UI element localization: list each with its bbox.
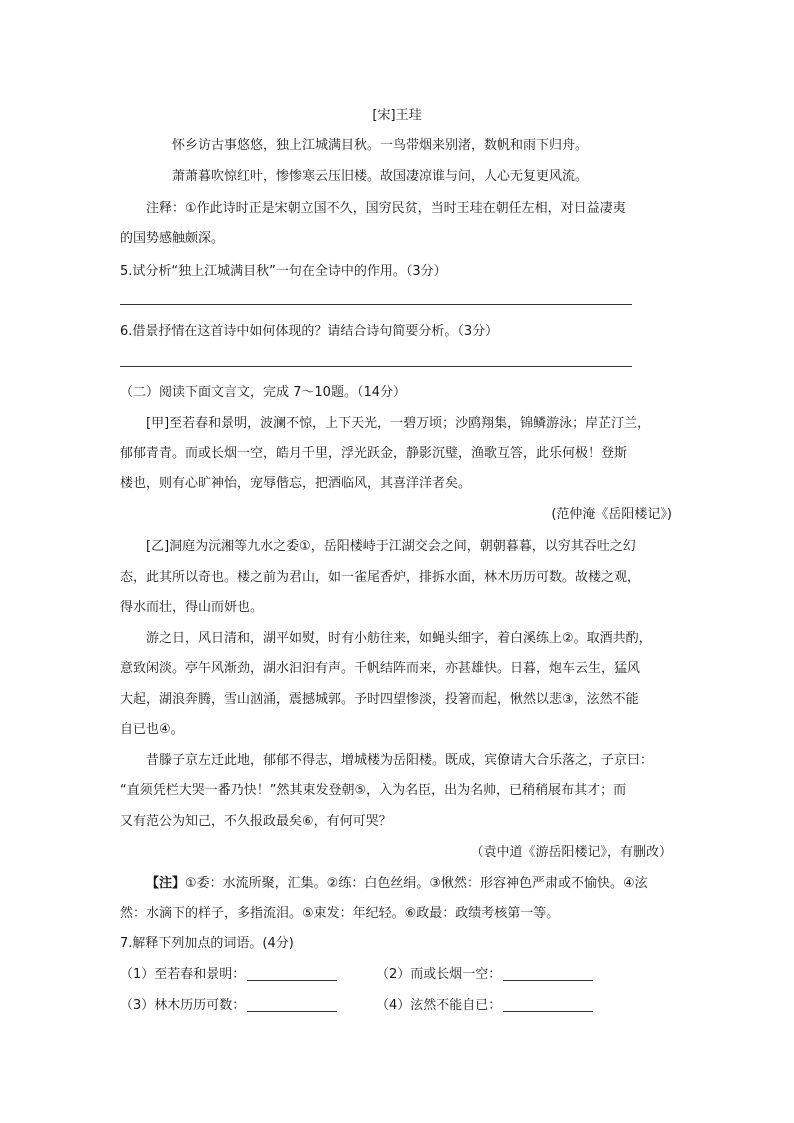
passage-yi-p2-line-2: 意致闲淡。亭午风渐劲，湖水汩汩有声。千帆结阵而来，亦甚雄快。日暮，炮车云生，猛风	[120, 661, 641, 676]
q7-item-1-label: （1）至若春和景明：	[120, 967, 246, 982]
footnotes-label: 【注】	[146, 876, 186, 891]
answer-line-q6[interactable]	[120, 366, 632, 367]
section-2-heading: （二）阅读下面文言文，完成 7～10题。（14分）	[120, 385, 406, 400]
poem-author: [宋]王珪	[372, 108, 422, 123]
passage-jia-source: (范仲淹《岳阳楼记》)	[551, 507, 672, 522]
poem-line-2: 萧萧暮吹惊红叶，惨惨寒云压旧楼。故国凄凉谁与问，人心无复更风流。	[172, 169, 589, 184]
passage-jia-line-3: 楼也，则有心旷神怡，宠辱偕忘，把酒临风，其喜洋洋者矣。	[120, 476, 472, 491]
question-5: 5.试分析“独上江城满目秋”一句在全诗中的作用。（3分）	[120, 264, 447, 279]
footnotes-line-1	[146, 874, 648, 894]
answer-line-q5[interactable]	[120, 304, 632, 305]
footnotes-line-2: 然：水滴下的样子，多指流泪。⑤束发：年纪轻。⑥政最：政绩考核第一等。	[120, 906, 560, 921]
q7-item-3	[120, 996, 337, 1016]
q7-item-2-blank[interactable]	[503, 966, 593, 981]
poem-note-line-2: 的国势感触颇深。	[120, 231, 225, 246]
passage-yi-p1-line-1: [乙]洞庭为沅湘等九水之委①，岳阳楼峙于江湖交会之间，朝朝暮暮，以穷其吞吐之幻	[146, 539, 636, 554]
q7-item-4	[376, 996, 593, 1016]
passage-yi-p3-line-3: 又有范公为知己，不久报政最矣⑥，有何可哭？	[120, 814, 392, 829]
q7-item-4-label: （4）泫然不能自已：	[376, 998, 502, 1013]
passage-jia-line-1: [甲]至若春和景明，波澜不惊，上下天光，一碧万顷；沙鸥翔集，锦鳞游泳；岸芷汀兰，	[146, 416, 651, 431]
poem-note-line-1: 注释：①作此诗时正是宋朝立国不久，国穷民贫，当时王珪在朝任左相，对日益凄夷	[146, 201, 626, 216]
question-6: 6.借景抒情在这首诗中如何体现的？请结合诗句简要分析。（3分）	[120, 324, 499, 339]
q7-item-3-label: （3）林木历历可数：	[120, 998, 246, 1013]
passage-jia-line-2: 郁郁青青。而或长烟一空，皓月千里，浮光跃金，静影沉璧，渔歌互答，此乐何极！登斯	[120, 446, 628, 461]
passage-yi-p2-line-4: 自已也④。	[120, 722, 184, 737]
passage-yi-p1-line-2: 态，此其所以奇也。楼之前为君山，如一雀尾香炉，排拆水面，林木历历可数。故楼之观，	[120, 570, 641, 585]
q7-item-4-blank[interactable]	[503, 997, 593, 1012]
passage-yi-p1-line-3: 得水而壮，得山而妍也。	[120, 600, 264, 615]
footnotes-text-1: ①委：水流所聚，汇集。②练：白色丝绢。③愀然：形容神色严肃或不愉快。④泫	[185, 876, 648, 891]
q7-item-2	[376, 965, 593, 985]
q7-item-1-blank[interactable]	[247, 966, 337, 981]
passage-yi-source: （袁中道《游岳阳楼记》，有删改）	[470, 845, 672, 860]
q7-item-3-blank[interactable]	[247, 997, 337, 1012]
poem-line-1: 怀乡访古事悠悠，独上江城满目秋。一鸟带烟来别渚，数帆和雨下归舟。	[172, 138, 589, 153]
q7-item-1	[120, 965, 337, 985]
passage-yi-p3-line-2: “直须凭栏大哭一番乃快！”然其束发登朝⑤，入为名臣，出为名帅，已稍稍展布其才；而	[120, 783, 627, 798]
passage-yi-p2-line-3: 大起，湖浪奔腾，雪山汹涌，震撼城郭。予时四望惨淡，投箸而起，愀然以悲③，泫然不能	[120, 692, 639, 707]
passage-yi-p3-line-1: 昔滕子京左迁此地，郁郁不得志，增城楼为岳阳楼。既成，宾僚请大合乐落之，子京曰：	[146, 753, 654, 768]
q7-item-2-label: （2）而或长烟一空：	[376, 967, 502, 982]
passage-yi-p2-line-1: 游之日，风日清和，湖平如熨，时有小舫往来，如蝇头细字，着白溪练上②。取酒共酌，	[146, 631, 652, 646]
question-7: 7.解释下列加点的词语。(4分)	[120, 936, 294, 951]
